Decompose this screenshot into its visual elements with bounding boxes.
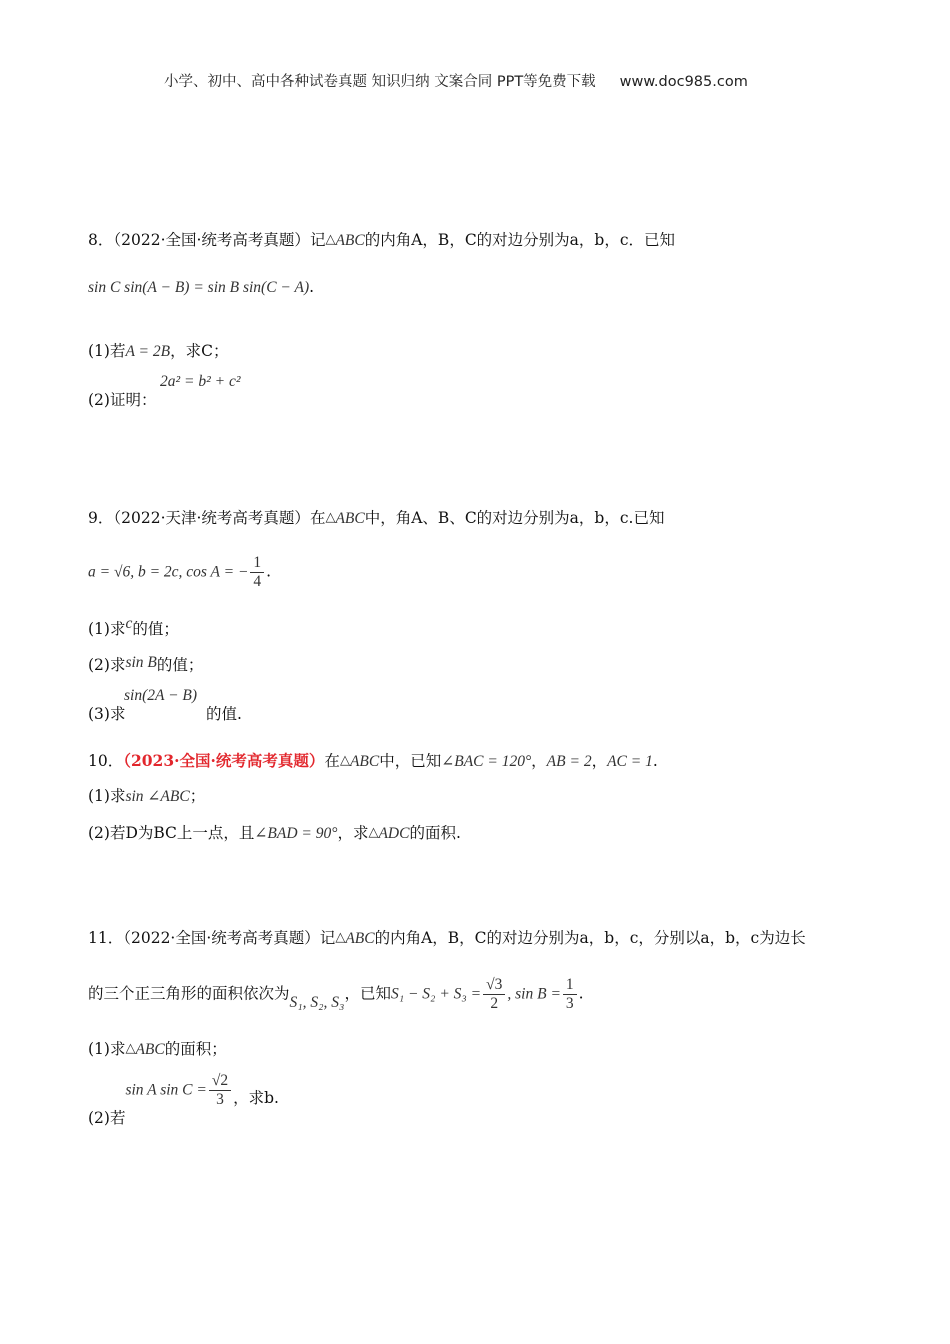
q9-part2: [88, 653, 203, 675]
q11-p1-triangle: △ABC: [125, 1040, 165, 1058]
q11-source: （2022·全国·统考高考真题）: [123, 929, 320, 947]
q8-p1-b: ，求C；: [170, 342, 229, 360]
q11-eq-b: , sin B =: [507, 985, 561, 1003]
q8-equation: [88, 278, 314, 297]
q9-p3-m: sin(2A − B): [124, 687, 198, 704]
q9-part1: [88, 617, 179, 639]
q9-equation: [88, 554, 271, 591]
q11-stem-a: 记: [319, 929, 336, 947]
q10-part1: [88, 784, 205, 806]
q10-p1-m: sin ∠ABC: [125, 788, 190, 805]
q8-source: （2022·全国·统考高考真题）: [113, 231, 310, 249]
q9-part3-eq: [124, 686, 197, 705]
q9-eq-end: .: [266, 562, 272, 581]
q9-p1-a: (1)求: [88, 620, 126, 638]
q11-number: 11．: [88, 929, 124, 947]
q9-part3-end: [206, 702, 242, 724]
q11-eq-end: .: [578, 984, 584, 1003]
q10-angle: ∠BAC = 120°: [441, 753, 532, 770]
q9-p2-m: sin B: [125, 654, 157, 671]
q9-stem: [88, 506, 664, 528]
q8-p1-eq: A = 2B: [125, 343, 171, 360]
q10-part2: [88, 821, 461, 843]
q9-p3-a: (3)求: [88, 705, 126, 723]
q9-eq-a: a = √6, b = 2c, cos A = −: [88, 563, 249, 581]
q10-p2-a: (2)若D为BC上一点，且: [88, 824, 255, 842]
q9-stem-b: 中，角A、B、C的对边分别为a，b，c.已知: [364, 509, 665, 527]
q10-p2-c: 的面积.: [409, 824, 461, 842]
q10-ac: AC = 1: [607, 753, 653, 770]
q10-p2-triangle: △ADC: [368, 824, 410, 842]
q9-p1-m: c: [125, 615, 133, 632]
q8-part2: [88, 388, 156, 410]
q9-triangle: △ABC: [325, 509, 365, 527]
q8-triangle: △ABC: [325, 231, 365, 249]
q10-end: .: [652, 752, 658, 770]
q9-part3: [88, 702, 125, 724]
q8-stem-a: 记: [309, 231, 326, 249]
q10-source: （2023·全国·统考高考真题）: [123, 751, 325, 770]
q9-p1-b: 的值；: [132, 620, 179, 638]
q11-part2: [88, 1072, 279, 1127]
q10-p2-m: ∠BAD = 90°: [254, 825, 338, 842]
q11-stem: [88, 926, 806, 948]
q10-number: 10．: [88, 752, 124, 770]
q9-p2-b: 的值；: [156, 656, 204, 674]
q8-stem-b: 的内角A，B，C的对边分别为a，b，c．已知: [364, 231, 676, 249]
q8-p2-a: (2)证明：: [88, 391, 157, 409]
q11-p1-a: (1)求: [88, 1040, 126, 1058]
q11-fraction1: $\frac{√3}{2}$: [483, 976, 505, 1013]
q11-part1: [88, 1037, 227, 1059]
q9-number: 9．: [88, 509, 114, 527]
q10-p1-b: ；: [189, 787, 206, 805]
q10-p1-a: (1)求: [88, 787, 126, 805]
q10-p2-b: ，求: [337, 824, 369, 842]
q9-stem-a: 在: [309, 509, 326, 527]
q10-ab: AB = 2: [546, 753, 592, 770]
q10-sep2: ，: [591, 752, 608, 770]
q8-eq-end: .: [309, 278, 315, 296]
q10-stem-a: 在: [324, 752, 340, 770]
q9-source: （2022·天津·统考高考真题）: [113, 509, 310, 527]
q8-part1: [88, 339, 228, 361]
q9-fraction: $\frac{1}{4}$: [250, 554, 264, 591]
q9-p2-a: (2)求: [88, 656, 126, 674]
q10-triangle: △ABC: [339, 752, 380, 770]
q11-p2-a: (2)若: [88, 1108, 126, 1127]
q11-fraction2: $\frac{1}{3}$: [563, 976, 577, 1013]
page-header: [164, 70, 748, 91]
q10-stem-b: 中，已知: [379, 752, 442, 770]
q10-stem: [88, 749, 658, 771]
q11-s-list: S₁, S₂, S₃: [289, 993, 345, 1011]
q8-eq: sin C sin(A − B) = sin B sin(C − A): [88, 279, 310, 296]
q11-p2-eq: sin A sin C =: [125, 1081, 207, 1099]
q9-p3-b: 的值.: [206, 705, 242, 723]
q8-part2-eq: [160, 372, 241, 391]
q11-eq-a: S₁ − S₂ + S₃ =: [390, 985, 482, 1003]
q10-sep1: ，: [531, 752, 547, 770]
header-text: 小学、初中、高中各种试卷真题 知识归纳 文案合同 PPT等免费下载: [164, 74, 596, 90]
q8-p1-a: (1)若: [88, 342, 126, 360]
q11-stem-b: 的内角A，B，C的对边分别为a，b，c，分别以a，b，c为边长: [374, 929, 806, 947]
q11-p2-fraction: $\frac{√2}{3}$: [209, 1072, 231, 1109]
q8-number: 8．: [88, 231, 114, 249]
q11-line2-b: ，已知: [344, 984, 391, 1003]
header-site-link[interactable]: www.doc985.com: [619, 74, 748, 90]
q8-stem: [88, 228, 675, 250]
q11-line2: [88, 976, 584, 1013]
q11-p2-b: ，求b.: [233, 1088, 279, 1107]
q11-triangle: △ABC: [335, 929, 375, 947]
q11-line2-a: 的三个正三角形的面积依次为: [88, 984, 290, 1003]
q8-p2-eq: 2a² = b² + c²: [160, 373, 241, 390]
q11-p1-b: 的面积；: [164, 1040, 227, 1058]
